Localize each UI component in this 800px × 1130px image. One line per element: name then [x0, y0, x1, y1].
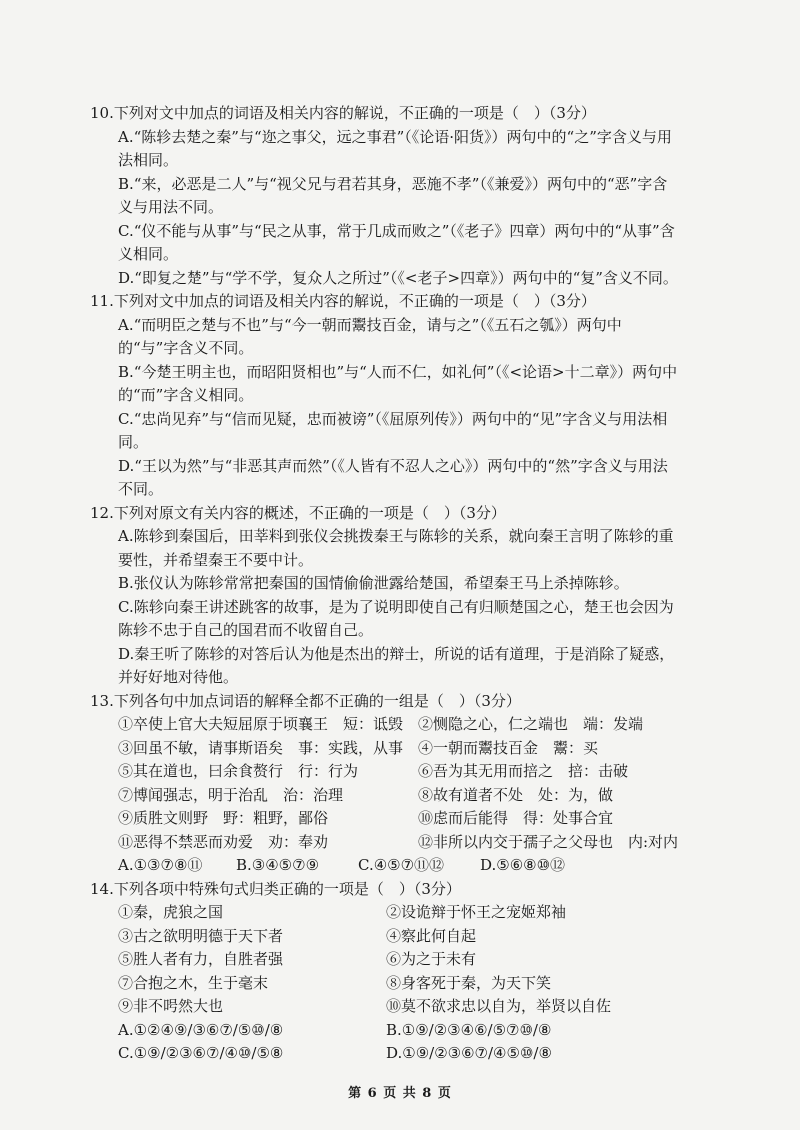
question-12	[90, 502, 680, 690]
question-14-item: ②设诡辩于怀王之宠姬郑袖	[386, 903, 567, 921]
question-14-choice-row	[118, 1019, 680, 1043]
question-14-row	[118, 948, 680, 972]
question-14-item: ⑨非不呺然大也	[118, 997, 224, 1015]
question-13-row	[118, 713, 680, 737]
question-13-items	[90, 713, 680, 854]
question-14-stem: 14.下列各项中特殊句式归类正确的一项是（ ）（3分）	[90, 879, 461, 898]
question-14-item: ③古之欲明明德于天下者	[118, 926, 284, 945]
question-13-stem: 13.下列各句中加点词语的解释全都不正确的一组是（ ）（3分）	[90, 691, 521, 710]
question-13-item: ⑩虑而后能得 得：处事合宜	[418, 809, 614, 827]
question-13-item: ③回虽不敏，请事斯语矣 事：实践，从事	[118, 738, 404, 757]
question-14-item: ⑦合抱之木，生于毫末	[118, 973, 269, 992]
question-12-option-c: C.陈轸向秦王讲述跳客的故事，是为了说明即使自己有归顺楚国之心，楚王也会因为陈轸不忠于自己的国君而不收留自己。	[118, 597, 674, 639]
question-10-option-b: B.“来，必恶是二人”与“视父兄与君若其身，恶施不孝”（《兼爱》）两句中的“恶”字含义与用法不同。	[118, 174, 668, 216]
question-13	[90, 690, 680, 878]
question-14-item: ⑧身客死于秦，为天下笑	[386, 973, 552, 992]
question-14-item: ⑩莫不欲求忠以自为，举贤以自佐	[386, 997, 612, 1015]
question-14-choice-c: C.①⑨/②③⑥⑦/④⑩/⑤⑧	[118, 1044, 284, 1062]
question-13-item: ⑤其在道也，曰余食赘行 行：行为	[118, 762, 359, 780]
question-13-item: ⑥吾为其无用而掊之 掊：击破	[418, 762, 629, 780]
question-13-item: ⑨质胜文则野 野：粗野，鄙俗	[118, 809, 329, 827]
question-13-row	[118, 737, 680, 761]
question-14-item: ①秦，虎狼之国	[118, 903, 224, 921]
question-11-option-b: B.“今楚王明主也，而昭阳贤相也”与“人而不仁，如礼何”（《<论语>十二章》）两句中的“而”字含义相同。	[118, 362, 678, 404]
question-10-option-d: D.“即复之楚”与“学不学，复众人之所过”（《<老子>四章》）两句中的“复”含义不同。	[118, 268, 678, 287]
question-14-item: ⑤胜人者有力，自胜者强	[118, 950, 284, 968]
question-14-item: ⑥为之于未有	[386, 950, 477, 968]
question-13-row	[118, 760, 680, 784]
question-14-items	[90, 901, 680, 1066]
question-10-option-c: C.“仪不能与从事”与“民之从事，常于几成而败之”（《老子》四章）两句中的“从事”含义相同。	[118, 221, 675, 263]
question-13-row	[118, 784, 680, 808]
page-footer: 第 6 页 共 8 页	[348, 1086, 452, 1101]
question-14-row	[118, 995, 680, 1019]
question-13-item: ②恻隐之心，仁之端也 端：发端	[418, 715, 644, 733]
question-10-option-a: A.“陈轸去楚之秦”与“迩之事父，远之事君”（《论语·阳货》）两句中的“之”字含义与用法相同。	[118, 127, 672, 169]
question-12-stem: 12.下列对原文有关内容的概述，不正确的一项是（ ）（3分）	[90, 503, 506, 522]
question-12-option-d: D.秦王听了陈轸的对答后认为他是杰出的辩士，所说的话有道理，于是消除了疑惑，并好好地对待他。	[118, 644, 675, 686]
question-11-stem: 11.下列对文中加点的词语及相关内容的解说，不正确的一项是（ ）（3分）	[90, 292, 596, 310]
question-14-row	[118, 972, 680, 996]
question-13-choice-d: D.⑤⑥⑧⑩⑫	[480, 856, 566, 874]
question-13-item: ④一朝而鬻技百金 鬻：买	[418, 738, 599, 757]
question-13-item: ⑦博闻强志，明于治乱 治：治理	[118, 785, 344, 804]
question-14-choice-a: A.①②④⑨/③⑥⑦/⑤⑩/⑧	[118, 1020, 284, 1039]
question-14-choice-b: B.①⑨/②③④⑥/⑤⑦⑩/⑧	[386, 1020, 552, 1039]
question-13-item: ⑫非所以内交于孺子之父母也 内:对内	[418, 832, 679, 851]
question-13-item: ①卒使上官大夫短屈原于顷襄王 短：诋毁	[118, 715, 404, 733]
question-13-choice-c: C.④⑤⑦⑪⑫	[358, 856, 445, 874]
question-13-choice-a: A.①③⑦⑧⑪	[118, 856, 203, 874]
question-14-row	[118, 901, 680, 925]
question-12-option-a: A.陈轸到秦国后，田莘料到张仪会挑拨秦王与陈轸的关系，就向秦王言明了陈轸的重要性，并希望秦王不要中计。	[118, 527, 674, 569]
question-10	[90, 102, 680, 290]
question-14-item: ④察此何自起	[386, 926, 477, 945]
question-14-choice-d: D.①⑨/②③⑥⑦/④⑤⑩/⑧	[386, 1044, 552, 1062]
question-11-option-c: C.“忠尚见弃”与“信而见疑，忠而被谤”（《屈原列传》）两句中的“见”字含义与用法相同。	[118, 409, 668, 451]
question-13-item: ⑪恶得不禁恶而劝爱 劝：奉劝	[118, 832, 329, 851]
question-11	[90, 290, 680, 502]
question-13-choice-b: B.③④⑤⑦⑨	[236, 856, 320, 874]
question-13-choices	[90, 854, 680, 878]
question-13-row	[118, 807, 680, 831]
question-14-row	[118, 925, 680, 949]
question-14	[90, 878, 680, 1066]
question-10-stem: 10.下列对文中加点的词语及相关内容的解说，不正确的一项是（ ）（3分）	[90, 104, 596, 122]
question-13-row	[118, 831, 680, 855]
page-content	[90, 102, 680, 1066]
question-11-option-d: D.“王以为然”与“非恶其声而然”（《人皆有不忍人之心》）两句中的“然”字含义与用法不同。	[118, 456, 668, 498]
question-11-option-a: A.“而明臣之楚与不也”与“今一朝而鬻技百金，请与之”（《五石之瓠》）两句中的“与”字含义不同。	[118, 315, 622, 357]
question-12-option-b: B.张仪认为陈轸常常把秦国的国情偷偷泄露给楚国，希望秦王马上杀掉陈轸。	[118, 574, 629, 592]
question-14-choice-row	[118, 1042, 680, 1066]
question-13-item: ⑧故有道者不处 处：为，做	[418, 785, 614, 804]
